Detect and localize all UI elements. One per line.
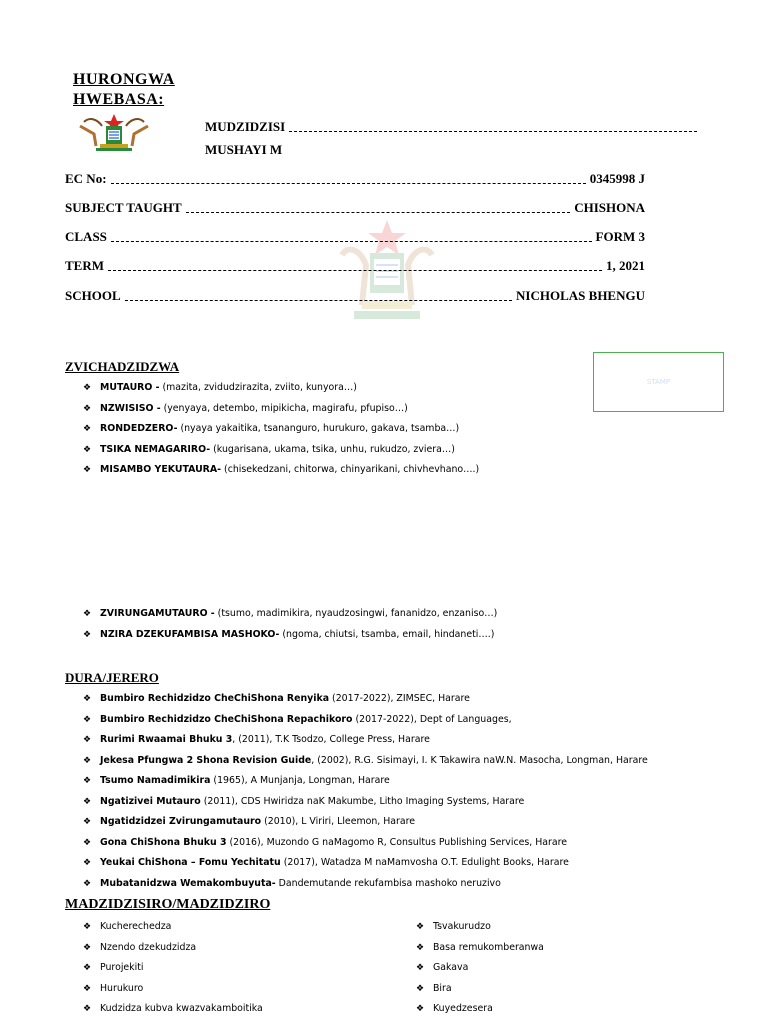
- list-item: ❖ Jekesa Pfungwa 2 Shona Revision Guide, (2002), R.G. Sisimayi, I. K Takawira naW.N. Masocha, Longman, Harare: [83, 754, 648, 766]
- list-item: ❖ Kudzidza kubva kwazvakamboitika: [83, 1003, 263, 1014]
- bullet-icon: ❖: [416, 983, 425, 994]
- list-item: ❖ ZVIRUNGAMUTAURO - (tsumo, madimikira, nyaudzosingwi, fananidzo, enzaniso…): [83, 608, 498, 619]
- bullet-icon: ❖: [83, 403, 92, 414]
- info-value: 1, 2021: [606, 258, 645, 273]
- stamp-box: [593, 352, 724, 412]
- document-title: [73, 70, 175, 110]
- list-item: ❖ Kuyedzesera: [416, 1003, 493, 1014]
- list-item: ❖ Ngatidzidzei Zvirungamutauro (2010), L Viriri, Lleemon, Harare: [83, 816, 416, 827]
- dotted-leader: [125, 300, 512, 301]
- bullet-icon: ❖: [416, 942, 425, 953]
- bullet-icon: ❖: [416, 963, 425, 973]
- bullet-icon: ❖: [83, 878, 92, 889]
- title-line-1: HURONGWA: [73, 71, 175, 88]
- topics-list-a: [83, 381, 479, 484]
- dotted-leader: [108, 270, 602, 271]
- list-item: ❖ Hurukuro: [83, 982, 144, 994]
- dotted-leader: [289, 131, 697, 132]
- list-item: ❖ Yeukai ChiShona – Fomu Yechitatu (2017), Watadza M naMamvosha O.T. Edulight Books, Harare: [83, 857, 569, 868]
- bullet-icon: ❖: [83, 817, 92, 827]
- info-label: EC No:: [65, 171, 107, 186]
- list-item: ❖ NZIRA DZEKUFAMBISA MASHOKO- (ngoma, chiutsi, tsamba, email, hindaneti….): [83, 628, 495, 640]
- list-item: ❖ Mubatanidzwa Wemakombuyuta- Dandemutande rekufambisa mashoko neruzivo: [83, 877, 501, 889]
- bullet-icon: ❖: [83, 383, 92, 393]
- list-item: ❖ MISAMBO YEKUTAURA- (chisekedzani, chitorwa, chinyarikani, chivhevhano….): [83, 464, 480, 475]
- bullet-icon: ❖: [83, 1004, 92, 1014]
- list-item: ❖ Rurimi Rwaamai Bhuku 3, (2011), T.K Tsodzo, College Press, Harare: [83, 734, 430, 745]
- list-item: ❖ RONDEDZERO- (nyaya yakaitika, tsananguro, hurukuro, gakava, tsamba…): [83, 423, 460, 434]
- section-heading-zvichadzidzwa: ZVICHADZIDZWA: [65, 359, 180, 374]
- info-label: CLASS: [65, 229, 107, 244]
- list-item: ❖ Tsumo Namadimikira (1965), A Munjanja, Longman, Harare: [83, 775, 390, 786]
- bullet-icon: ❖: [83, 714, 92, 725]
- section-heading-madzidzisiro: MADZIDZISIRO/MADZIDZIRO: [65, 897, 271, 912]
- list-item: ❖ Basa remukomberanwa: [416, 941, 544, 953]
- section-heading-dura: DURA/JERERO: [65, 670, 159, 685]
- title-line-2: HWEBASA:: [73, 91, 165, 108]
- stamp-label: STAMP: [646, 378, 671, 386]
- info-value: 0345998 J: [589, 171, 645, 186]
- list-item: ❖ NZWISISO - (yenyaya, detembo, mipikicha, magirafu, pfupiso…): [83, 402, 408, 414]
- list-item: ❖ TSIKA NEMAGARIRO- (kugarisana, ukama, tsika, unhu, rukudzo, zviera…): [83, 443, 455, 455]
- info-row-ec-no: [65, 171, 645, 187]
- teacher-name: MUSHAYI M: [205, 142, 283, 157]
- methods-list-right: [416, 920, 544, 1023]
- bullet-icon: ❖: [83, 922, 92, 932]
- info-row-subject: [65, 200, 645, 216]
- list-item: ❖ MUTAURO - (mazita, zvidudzirazita, zviito, kunyora…): [83, 382, 357, 393]
- info-value: NICHOLAS BHENGU: [516, 288, 645, 303]
- info-label: TERM: [65, 258, 104, 273]
- bullet-icon: ❖: [83, 963, 92, 973]
- info-value: FORM 3: [595, 229, 645, 244]
- info-row-term: [65, 258, 645, 274]
- bullet-icon: ❖: [83, 983, 92, 994]
- info-label: SCHOOL: [65, 288, 121, 303]
- bullet-icon: ❖: [83, 609, 92, 619]
- zimbabwe-coat-of-arms-icon: [76, 112, 152, 152]
- teacher-role-label: MUDZIDZISI: [205, 119, 286, 134]
- bullet-icon: ❖: [416, 922, 425, 932]
- methods-list-left: [83, 920, 263, 1023]
- list-item: ❖ Tsvakurudzo: [416, 921, 491, 932]
- list-item: ❖ Purojekiti: [83, 962, 144, 973]
- info-label: SUBJECT TAUGHT: [65, 200, 182, 215]
- references-list: [83, 692, 648, 897]
- bullet-icon: ❖: [83, 837, 92, 848]
- list-item: ❖ Kucherechedza: [83, 921, 172, 932]
- list-item: ❖ Gona ChiShona Bhuku 3 (2016), Muzondo G naMagomo R, Consultus Publishing Services, Harare: [83, 836, 568, 848]
- list-item: ❖ Nzendo dzekudzidza: [83, 941, 197, 953]
- bullet-icon: ❖: [83, 776, 92, 786]
- info-row-school: [65, 288, 645, 304]
- list-item: ❖ Gakava: [416, 962, 469, 973]
- dotted-leader: [186, 212, 571, 213]
- info-value: CHISHONA: [574, 200, 645, 215]
- dotted-leader: [111, 241, 592, 242]
- bullet-icon: ❖: [83, 942, 92, 953]
- info-row-class: [65, 229, 645, 245]
- list-item: ❖ Bira: [416, 982, 452, 994]
- teacher-role-row: [205, 119, 697, 135]
- bullet-icon: ❖: [83, 796, 92, 807]
- topics-list-b: [83, 607, 497, 648]
- bullet-icon: ❖: [83, 444, 92, 455]
- list-item: ❖ Ngatizivei Mutauro (2011), CDS Hwiridza naK Makumbe, Litho Imaging Systems, Harare: [83, 795, 525, 807]
- bullet-icon: ❖: [83, 755, 92, 766]
- bullet-icon: ❖: [83, 465, 92, 475]
- bullet-icon: ❖: [416, 1004, 425, 1014]
- bullet-icon: ❖: [83, 694, 92, 704]
- bullet-icon: ❖: [83, 735, 92, 745]
- bullet-icon: ❖: [83, 858, 92, 868]
- bullet-icon: ❖: [83, 424, 92, 434]
- list-item: ❖ Bumbiro Rechidzidzo CheChiShona Renyika (2017-2022), ZIMSEC, Harare: [83, 693, 470, 704]
- list-item: ❖ Bumbiro Rechidzidzo CheChiShona Repachikoro (2017-2022), Dept of Languages,: [83, 713, 512, 725]
- dotted-leader: [111, 183, 586, 184]
- bullet-icon: ❖: [83, 629, 92, 640]
